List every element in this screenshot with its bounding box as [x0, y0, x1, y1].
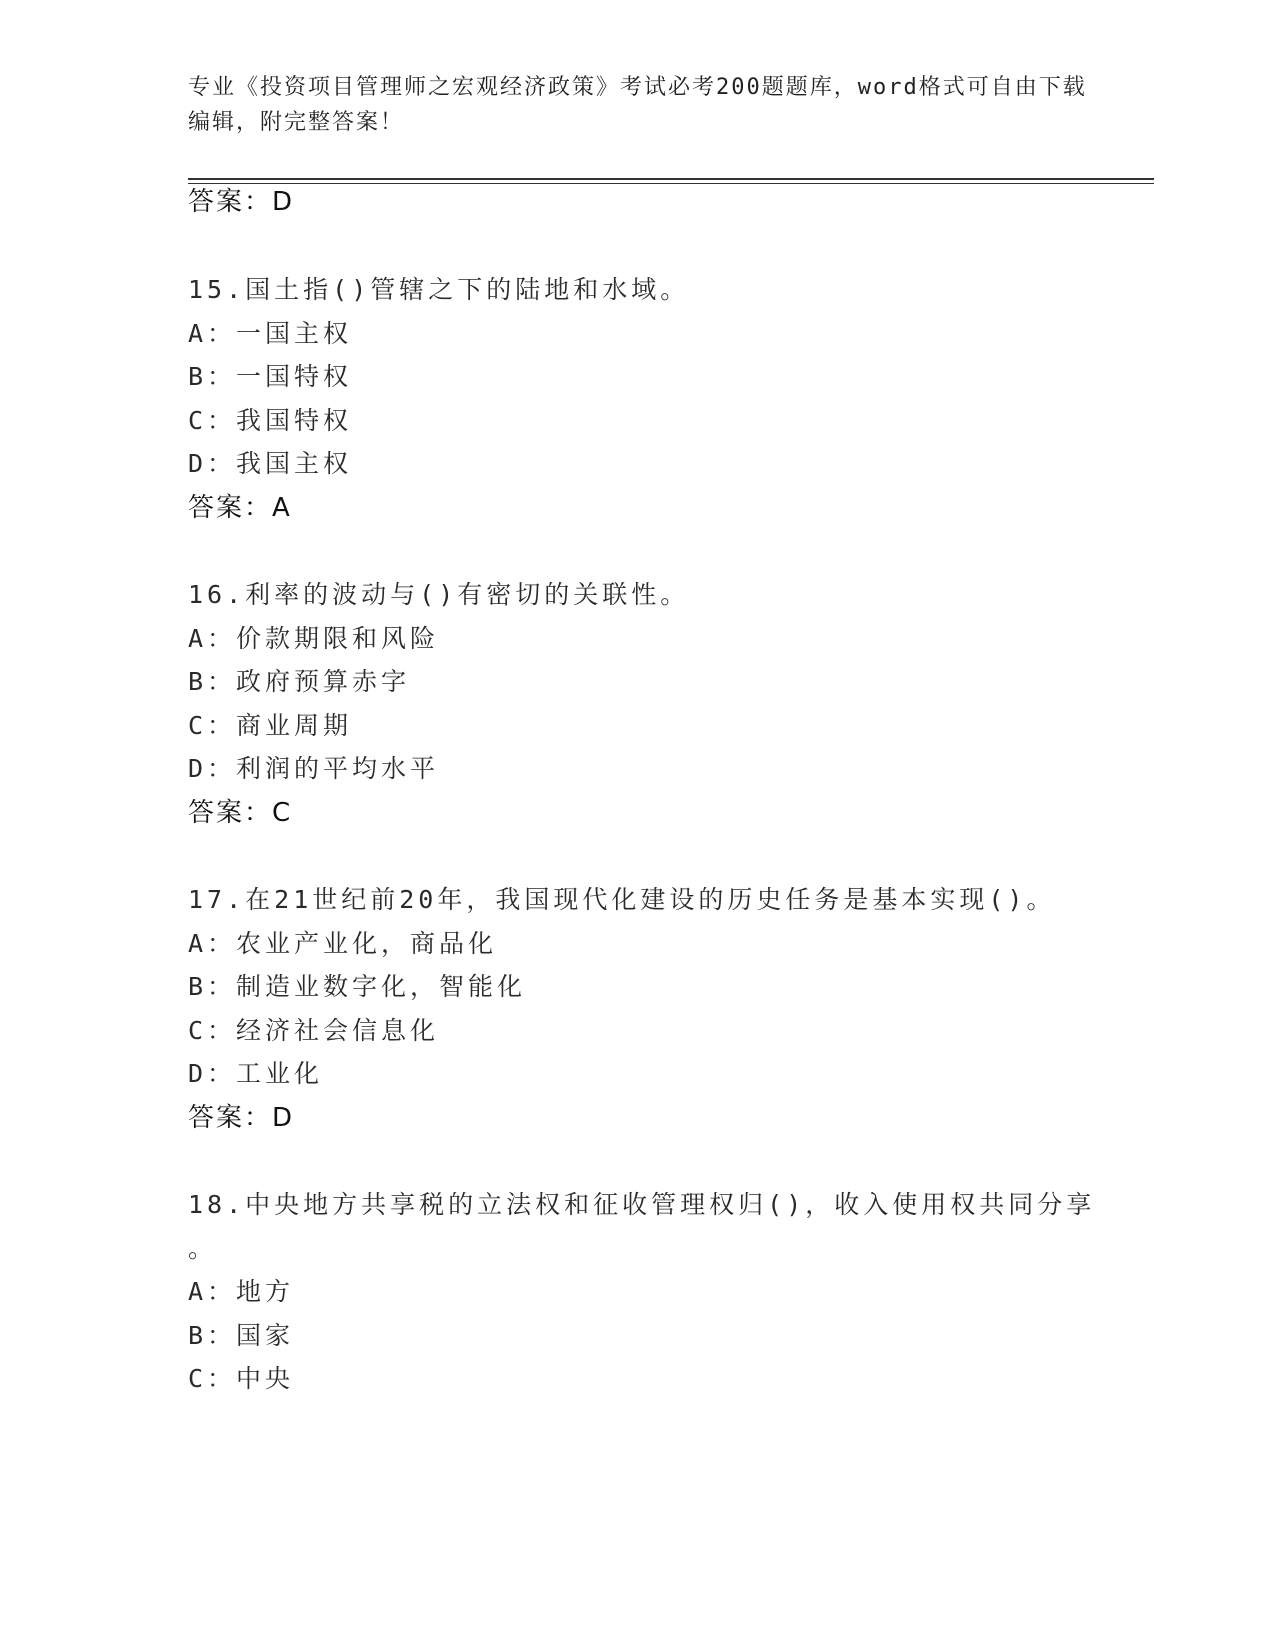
- option-c: C：经济社会信息化: [188, 1016, 440, 1045]
- option-b: B：一国特权: [188, 362, 353, 391]
- question-stem: 18.中央地方共享税的立法权和征收管理权归()，收入使用权共同分享: [188, 1190, 1096, 1219]
- option-c: C：我国特权: [188, 406, 353, 435]
- option-b: B：政府预算赤字: [188, 667, 411, 696]
- option-a: A：农业产业化，商品化: [188, 929, 498, 958]
- question-stem: 16.利率的波动与()有密切的关联性。: [188, 580, 690, 609]
- question-stem: 15.国土指()管辖之下的陆地和水域。: [188, 275, 690, 304]
- option-a: A：一国主权: [188, 319, 353, 348]
- option-d: D：我国主权: [188, 449, 353, 478]
- answer-line: 答案：D: [188, 1103, 295, 1133]
- answer-line: 答案：C: [188, 798, 293, 828]
- option-b: B：制造业数字化，智能化: [188, 972, 527, 1001]
- answer-line: 答案：D: [188, 187, 295, 217]
- option-a: A：价款期限和风险: [188, 624, 440, 653]
- document-description: 专业《投资项目管理师之宏观经济政策》考试必考200题题库，word格式可自由下载编辑，附完整答案！: [188, 75, 1087, 135]
- question-stem: 17.在21世纪前20年，我国现代化建设的历史任务是基本实现()。: [188, 885, 1056, 914]
- option-a: A：地方: [188, 1277, 295, 1306]
- answer-line: 答案：A: [188, 493, 292, 523]
- option-d: D：利润的平均水平: [188, 754, 440, 783]
- header-divider: [188, 178, 1154, 184]
- option-d: D：工业化: [188, 1059, 324, 1088]
- question-stem-continuation: 。: [188, 1234, 218, 1263]
- option-c: C：中央: [188, 1364, 295, 1393]
- option-c: C：商业周期: [188, 711, 353, 740]
- option-b: B：国家: [188, 1321, 295, 1350]
